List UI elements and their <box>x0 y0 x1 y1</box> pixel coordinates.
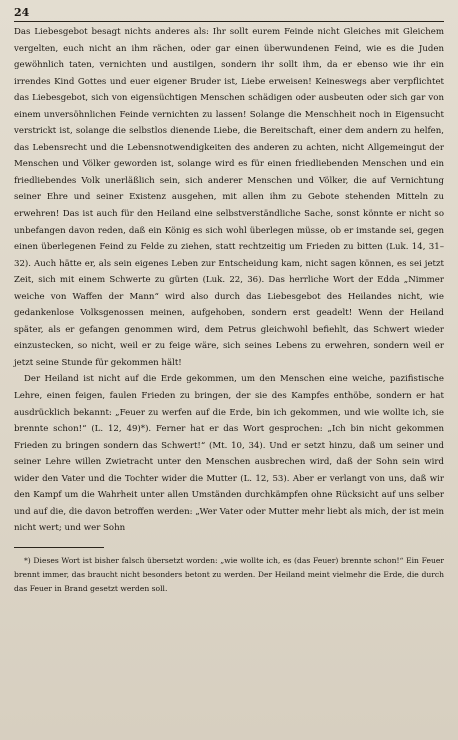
page-number: 24 <box>14 6 30 19</box>
main-text <box>14 24 444 537</box>
paragraph-1: Das Liebesgebot besagt nichts anderes als: Ihr sollt eurem Feinde nicht Gleiches mit Gleichem vergelten, euch nicht an ihm rächen, oder gar einen überwundenen Feind, wie es die Juden gewöhnlich taten, vernichten und austilgen, sondern ihr sollt ihm, da er ebenso wie ihr ein irrendes Kind Gottes und euer eigener Bruder ist, Liebe erweisen! Keineswegs aber verpflichtet das Liebesgebot, sich von eigensüchtigen Menschen schädigen oder ausbeuten oder sich gar von einem unversöhnlichen Feinde vernichten zu lassen! Solange die Menschheit noch in Eigensucht verstrickt ist, solange die selbstlos dienende Liebe, die Bereitschaft, einer dem andern zu helfen, das Lebensrecht und die Lebensnotwendigkeiten des anderen zu achten, nicht Allgemeingut der Menschen und Völker geworden ist, solange wird es für einen friedliebenden Menschen und ein friedliebendes Volk unerläßlich sein, sich anderer Menschen und Völker, die auf Vernichtung seiner Ehre und seiner Existenz ausgehen, mit allen ihm zu Gebote stehenden Mitteln zu erwehren! Das ist auch für den Heiland eine selbstverständliche Sache, sonst könnte er nicht so unbefangen davon reden, daß ein König es sich wohl überlegen müsse, ob er imstande sei, gegen einen überlegenen Feind zu Felde zu ziehen, statt rechtzeitig um Frieden zu bitten (Luk. 14, 31–32). Auch hätte er, als sein eigenes Leben zur Entscheidung kam, nicht sagen können, es sei jetzt Zeit, sich mit einem Schwerte zu gürten (Luk. 22, 36). Das herrliche Wort der Edda „Nimmer weiche von Waffen der Mann“ wird also durch das Liebesgebot des Heilandes nicht, wie gedankenlose Volksgenossen meinen, aufgehoben, sondern erst geadelt! Wenn der Heiland später, als er gefangen genommen wird, dem Petrus gleichwohl befiehlt, das Schwert wieder einzustecken, so nicht, weil er zu feige wäre, sich seines Lebens zu erwehren, sondern weil er jetzt seine Stunde für gekommen hält! <box>14 27 444 368</box>
header-rule <box>14 21 444 22</box>
footnote-rule <box>14 547 104 548</box>
paragraph-2: Der Heiland ist nicht auf die Erde gekommen, um den Menschen eine weiche, pazifistische Lehre, einen feigen, faulen Frieden zu bringen, der sie des Kampfes enthöbe, sondern er hat ausdrücklich bekannt: „Feuer zu werfen auf die Erde, bin ich gekommen, und wie wollte ich, sie brennte schon!“ (L. 12, 49)*). Ferner hat er das Wort gesprochen: „Ich bin nicht gekommen Frieden zu bringen sondern das Schwert!“ (Mt. 10, 34). Und er setzt hinzu, daß um seiner und seiner Lehre willen Zwietracht unter den Menschen ausbrechen wird, daß der Sohn sein wird wider den Vater und die Tochter wider die Mutter (L. 12, 53). Aber er verlangt von uns, daß wir den Kampf um die Wahrheit unter allen Umständen durchkämpfen ohne Rücksicht auf uns selber und auf die, die davon betroffen werden: „Wer Vater oder Mutter mehr liebt als mich, der ist mein nicht wert; und wer Sohn <box>14 374 444 534</box>
footnote: *) Dieses Wort ist bisher falsch übersetzt worden: „wie wollte ich, es (das Feuer) brennte schon!“ Ein Feuer brennt immer, das braucht nicht besonders betont zu werden. Der Heiland meint vielmehr die Erde, die durch das Feuer in Brand gesetzt werden soll. <box>14 555 444 593</box>
